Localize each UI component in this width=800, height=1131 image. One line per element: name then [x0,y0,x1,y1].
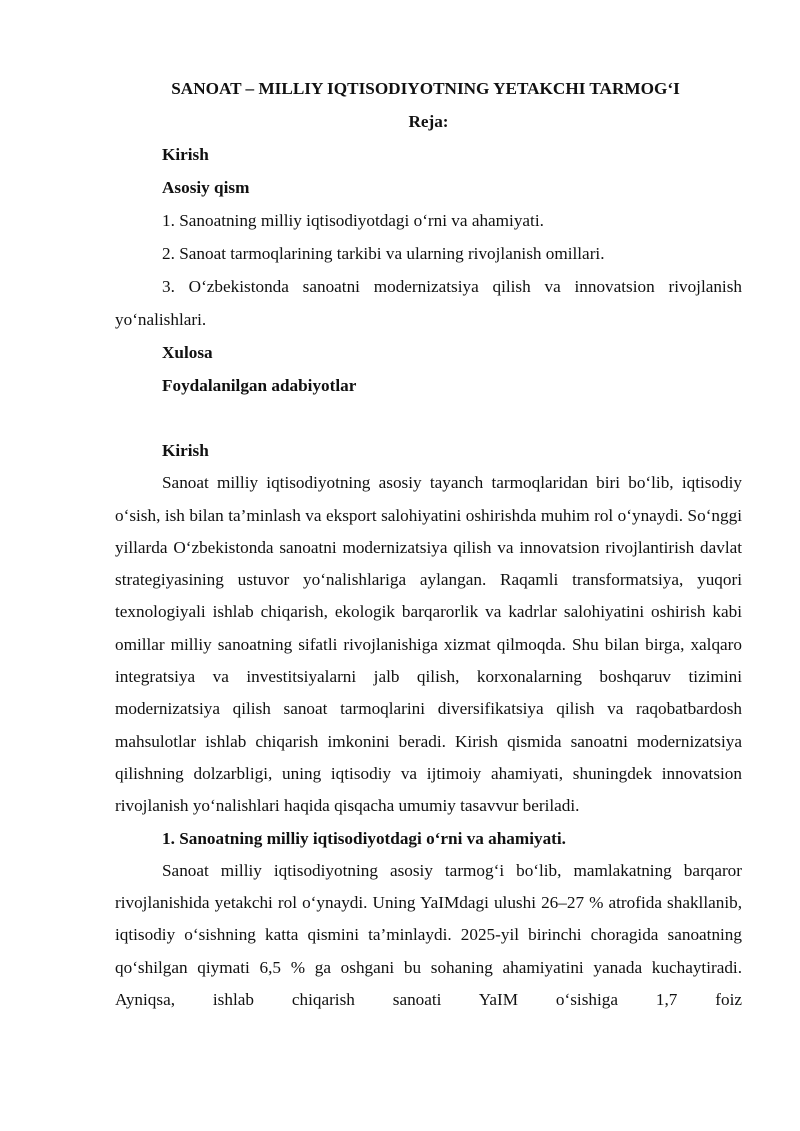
section-1-paragraph: Sanoat milliy iqtisodiyotning asosiy tarmog‘i bo‘lib, mamlakatning barqaror rivojlanishida yetakchi rol o‘ynaydi. Uning YaIMdagi ulushi 26–27 % atrofida shakllanib, iqtisodiy o‘sishning katta qismini ta’minlaydi. 2025-yil birinchi choragida sanoatning qo‘shilgan qiymati 6,5 % ga oshgani bu sohaning ahamiyatini yanada kuchaytiradi. Ayniqsa, ishlab chiqarish sanoati YaIM o‘sishiga 1,7 foiz [115,860,742,1010]
section-1-heading: 1. Sanoatning milliy iqtisodiyotdagi o‘rni va ahamiyati. [162,828,566,848]
plan-item-main-part: Asosiy qism [162,178,250,197]
document-title: SANOAT – MILLIY IQTISODIYOTNING YETAKCHI TARMOG‘I [171,79,680,98]
plan-item-3: 3. O‘zbekistonda sanoatni modernizatsiya qilish va innovatsion rivojlanish yo‘nalishlari. [115,277,742,329]
spacer [115,402,742,435]
plan-heading: Reja: [408,112,449,131]
plan-item-references: Foydalanilgan adabiyotlar [162,376,357,395]
intro-paragraph: Sanoat milliy iqtisodiyotning asosiy tayanch tarmoqlaridan biri bo‘lib, iqtisodiy o‘sish, ish bilan ta’minlash va eksport salohiyatini oshirishda muhim rol o‘ynaydi. So‘nggi yillarda O‘zbekistonda sanoatni modernizatsiya qilish va innovatsion rivojlantirish davlat strategiyasining ustuvor yo‘nalishlariga aylangan. Raqamli transformatsiya, yuqori texnologiyali ishlab chiqarish, ekologik barqarorlik va kadrlar salohiyatini oshirish kabi omillar milliy sanoatning sifatli rivojlanishiga xizmat qilmoqda. Shu bilan birga, xalqaro integratsiya va investitsiyalarni jalb qilish, korxonalarning boshqaruv tizimini modernizatsiya qilish sanoat tarmoqlarini diversifikatsiya qilish va raqobatbardosh mahsulotlar ishlab chiqarish imkonini beradi. Kirish qismida sanoatni modernizatsiya qilishning dolzarbligi, uning iqtisodiy va ijtimoiy ahamiyati, shuningdek innovatsion rivojlanish yo‘nalishlari haqida qisqacha umumiy tasavvur beriladi. [115,473,742,816]
plan-item-intro: Kirish [162,145,209,164]
intro-heading: Kirish [162,441,209,460]
plan-item-conclusion: Xulosa [162,343,213,362]
plan-item-1: 1. Sanoatning milliy iqtisodiyotdagi o‘rni va ahamiyati. [162,211,544,230]
plan-item-2: 2. Sanoat tarmoqlarining tarkibi va ularning rivojlanish omillari. [162,244,605,263]
